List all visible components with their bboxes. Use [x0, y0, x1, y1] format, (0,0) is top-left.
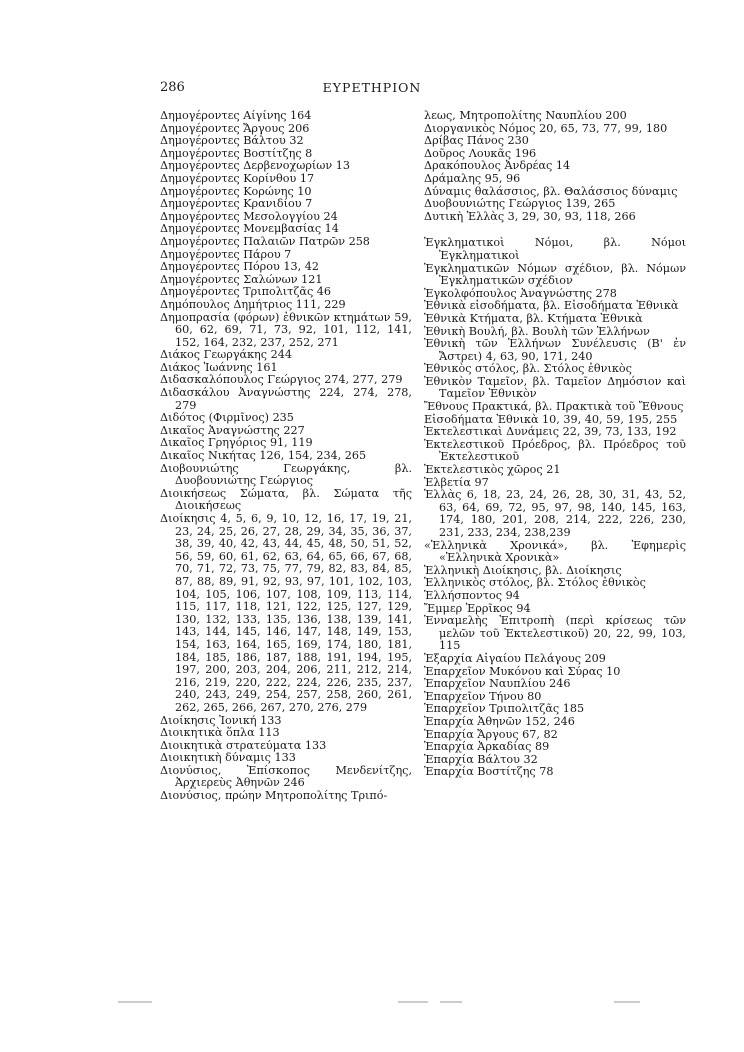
index-entry: Δρίβας Πάνος 230 [424, 134, 529, 148]
index-block-e [424, 237, 686, 779]
index-entry: Ἐκτελεστικοῦ Πρόεδρος, βλ. Πρόεδρος τοῦ Ἐκτελεστικοῦ [424, 437, 686, 464]
index-entry: Διάκος Γεωργάκης 244 [160, 348, 292, 362]
index-entry: Δημογέροντες Βάλτου 32 [160, 134, 304, 148]
scan-footer-marks [0, 1001, 744, 1007]
index-entry: Ἐπαρχία Βοστίτζης 78 [424, 765, 554, 779]
index-entry: Ἐπαρχεῖον Ναυπλίου 246 [424, 677, 571, 691]
index-entry: Διάκος Ἰωάννης 161 [160, 360, 278, 374]
index-entry: Δημογέροντες Μεσολογγίου 24 [160, 209, 338, 223]
index-entry: Δημογέροντες Ἄργους 206 [160, 121, 310, 135]
index-entry: Εἰσοδήματα Ἐθνικὰ 10, 39, 40, 59, 195, 255 [424, 412, 678, 426]
index-entry: «Ἑλληνικὰ Χρονικά», βλ. Ἐφημερὶς «Ἑλληνικὰ Χρονικὰ» [424, 538, 686, 565]
index-entry: Δημογέροντες Παλαιῶν Πατρῶν 258 [160, 234, 370, 248]
index-entry: Δυτικὴ Ἑλλὰς 3, 29, 30, 93, 118, 266 [424, 209, 636, 223]
index-entry: Δημογέροντες Αίγίνης 164 [160, 109, 312, 122]
index-entry: Διδασκαλόπουλος Γεώργιος 274, 277, 279 [160, 373, 403, 387]
index-column-left [160, 110, 412, 803]
index-entry: Δικαῖος Ἀναγνώστης 227 [160, 423, 305, 437]
index-column-right [424, 110, 686, 779]
index-entry: Διονύσιος, πρώην Μητροπολίτης Τριπό- [160, 789, 388, 803]
index-entry: Δημογέροντες Κορώνης 10 [160, 184, 312, 198]
index-entry: Δικαῖος Γρηγόριος 91, 119 [160, 436, 313, 450]
index-entry: Διοικήσεως Σώματα, βλ. Σώματα τῆς Διοικήσεως [160, 486, 412, 513]
index-entry: Διοίκησις 4, 5, 6, 9, 10, 12, 16, 17, 19, 21, 23, 24, 25, 26, 27, 28, 29, 34, 35, 36, 37, 38, 39, 40, 42, 43, 44, 45, 48, 50, 51, 52, 56, 59, 60, 61, 62, 63, 64, 65, 66, 67, 68, 70, 71, 72, 73, 75, 77, 79, 82, 83, 84, 85, 87, 88, 89, 91, 92, 93, 97, 101, 102, 103, 104, 105, 106, 107, 108, 109, 113, 114, 115, 117, 118, 121, 122, 125, 127, 129, 130, 132, 133, 135, 136, 138, 139, 141, 143, 144, 145, 146, 147, 148, 149, 153, 154, 163, 164, 165, 169, 174, 180, 181, 184, 185, 186, 187, 188, 191, 194, 195, 197, 200, 203, 204, 206, 211, 212, 214, 216, 219, 220, 222, 224, 226, 235, 237, 240, 243, 249, 254, 257, 258, 260, 261, 262, 265, 266, 267, 270, 276, 279 [160, 512, 412, 714]
index-entry: Ἐνναμελὴς Ἐπιτροπὴ (περὶ κρίσεως τῶν μελῶν τοῦ Ἐκτελεστικοῦ) 20, 22, 99, 103, 115 [424, 614, 686, 653]
index-entry: Διδότος (Φιρμῖνος) 235 [160, 411, 294, 425]
page-title: ΕΥΡΕΤΗΡΙΟΝ [322, 80, 422, 95]
index-entry: Ἐγκληματικῶν Νόμων σχέδιον, βλ. Νόμων Ἐγκληματικῶν σχέδιον [424, 261, 686, 288]
index-entry: Ἑλληνικὸς στόλος, βλ. Στόλος ἐθνικὸς [424, 576, 646, 590]
index-entry: Δράμαλης 95, 96 [424, 171, 521, 185]
index-entry: Ἐπαρχία Ἄργους 67, 82 [424, 727, 558, 741]
index-entry: Ἐθνικὴ τῶν Ἑλλήνων Συνέλευσις (Β' ἐν Ἄστρει) 4, 63, 90, 171, 240 [424, 337, 686, 363]
index-entry: Ἐθνικὴ Βουλή, βλ. Βουλὴ τῶν Ἑλλήνων [424, 324, 650, 338]
index-entry: Ἐπαρχία Ἀθηνῶν 152, 246 [424, 714, 575, 728]
index-entry: Δημογέροντες Σαλώνων 121 [160, 272, 323, 286]
index-entry: Ἐπαρχία Βάλτου 32 [424, 752, 538, 766]
index-entry: Διοικητικὰ στρατεύματα 133 [160, 738, 327, 752]
index-entry: Ἐθνικὸς στόλος, βλ. Στόλος ἐθνικὸς [424, 362, 632, 376]
index-entry: Ἐκτελεστικαὶ Δυνάμεις 22, 39, 73, 133, 192 [424, 425, 677, 439]
index-entry: Ἐγκληματικοὶ Νόμοι, βλ. Νόμοι Ἐγκληματικοὶ [424, 236, 686, 262]
index-entry: Δημογέροντες Βοστίτζης 8 [160, 146, 313, 160]
index-entry: Διονύσιος, Ἐπίσκοπος Μενδενίτζης, Ἀρχιερεὺς Ἀθηνῶν 246 [160, 763, 412, 790]
index-entry: Ἐθνικὰ Κτήματα, βλ. Κτήματα Ἐθνικὰ [424, 311, 643, 325]
index-entry: Δρακόπουλος Ἀνδρέας 14 [424, 159, 571, 173]
index-entry: Δυοβουνιώτης Γεώργιος 139, 265 [424, 197, 616, 211]
index-entry: Ἐπαρχεῖον Τήνου 80 [424, 689, 542, 703]
index-entry: Δημογέροντες Δερβενοχωρίων 13 [160, 159, 351, 173]
index-entry: Διοικητικὴ δύναμις 133 [160, 751, 296, 765]
index-entry: Ἐκτελεστικὸς χῶρος 21 [424, 463, 561, 477]
index-entry: Δημογέροντες Πόρου 13, 42 [160, 260, 319, 274]
index-entry: Ἐθνικὸν Ταμεῖον, βλ. Ταμεῖον Δημόσιον καὶ Ταμεῖον Ἐθνικὸν [424, 374, 686, 401]
index-entry: Ἑλληνικὴ Διοίκησις, βλ. Διοίκησις [424, 563, 622, 577]
index-entry: Ἐγκολφόπουλος Ἀναγνώστης 278 [424, 286, 617, 300]
page-header [0, 80, 744, 100]
index-entry: Δημόπουλος Δημήτριος 111, 229 [160, 297, 346, 311]
page-number: 286 [160, 80, 185, 95]
scan-mark [398, 1001, 428, 1003]
index-entry: λεως, Μητροπολίτης Ναυπλίου 200 [424, 109, 627, 122]
index-entry: Ἑλβετία 97 [424, 475, 489, 489]
index-entry: Δημοπρασία (φόρων) ἐθνικῶν κτημάτων 59, 60, 62, 69, 71, 73, 92, 101, 112, 141, 152, 164, 232, 237, 252, 271 [160, 310, 412, 349]
index-entry: Δοῦρος Λουκᾶς 196 [424, 146, 537, 160]
scan-mark [614, 1001, 640, 1003]
index-entry: Δημογέροντες Κρανιδίου 7 [160, 197, 313, 211]
index-entry: Διοικητικὰ ὅπλα 113 [160, 726, 280, 740]
index-entry: Διοργανικὸς Νόμος 20, 65, 73, 77, 99, 180 [424, 121, 668, 135]
index-entry: Ἐπαρχεῖον Μυκόνου καὶ Σύρας 10 [424, 664, 621, 678]
index-entry: Διοβουνιώτης Γεωργάκης, βλ. Δυοβουνιώτης Γεώργιος [160, 461, 412, 488]
index-entry: Δύναμις θαλάσσιος, βλ. Θαλάσσιος δύναμις [424, 184, 678, 198]
index-block-d [424, 110, 686, 223]
index-entry: Ἐπαρχεῖον Τριπολιτζᾶς 185 [424, 702, 585, 716]
index-entry: Διδασκάλου Ἀναγνώστης 224, 274, 278, 279 [160, 386, 412, 412]
index-entry: Δημογέροντες Κορίνθου 17 [160, 171, 315, 185]
index-entry: Ἔμμερ Ἐρρῖκος 94 [424, 601, 531, 615]
index-entry: Ἐθνικὰ εἰσοδήματα, βλ. Εἰσοδήματα Ἐθνικὰ [424, 299, 679, 313]
section-gap [424, 223, 686, 237]
index-entry: Ἔθνους Πρακτικά, βλ. Πρακτικὰ τοῦ Ἔθνους [424, 400, 684, 414]
scan-mark [118, 1001, 152, 1003]
index-entry: Ἐπαρχία Ἀρκαδίας 89 [424, 740, 550, 754]
index-entry: Δημογέροντες Πάρου 7 [160, 247, 292, 261]
scan-mark [440, 1001, 462, 1003]
index-entry: Ἑλλήσποντος 94 [424, 588, 520, 602]
index-entry: Δημογέροντες Τριπολιτζᾶς 46 [160, 285, 332, 299]
index-entry: Διοίκησις Ἰονική 133 [160, 713, 282, 727]
index-entry: Ἐξαρχία Αἰγαίου Πελάγους 209 [424, 651, 606, 665]
index-entry: Δικαῖος Νικήτας 126, 154, 234, 265 [160, 449, 367, 463]
index-entry: Ἑλλὰς 6, 18, 23, 24, 26, 28, 30, 31, 43, 52, 63, 64, 69, 72, 95, 97, 98, 140, 145, 163, 174, 180, 201, 208, 214, 222, 226, 230, 231, 233, 234, 238,239 [424, 488, 686, 539]
index-entry: Δημογέροντες Μονεμβασίας 14 [160, 222, 339, 236]
